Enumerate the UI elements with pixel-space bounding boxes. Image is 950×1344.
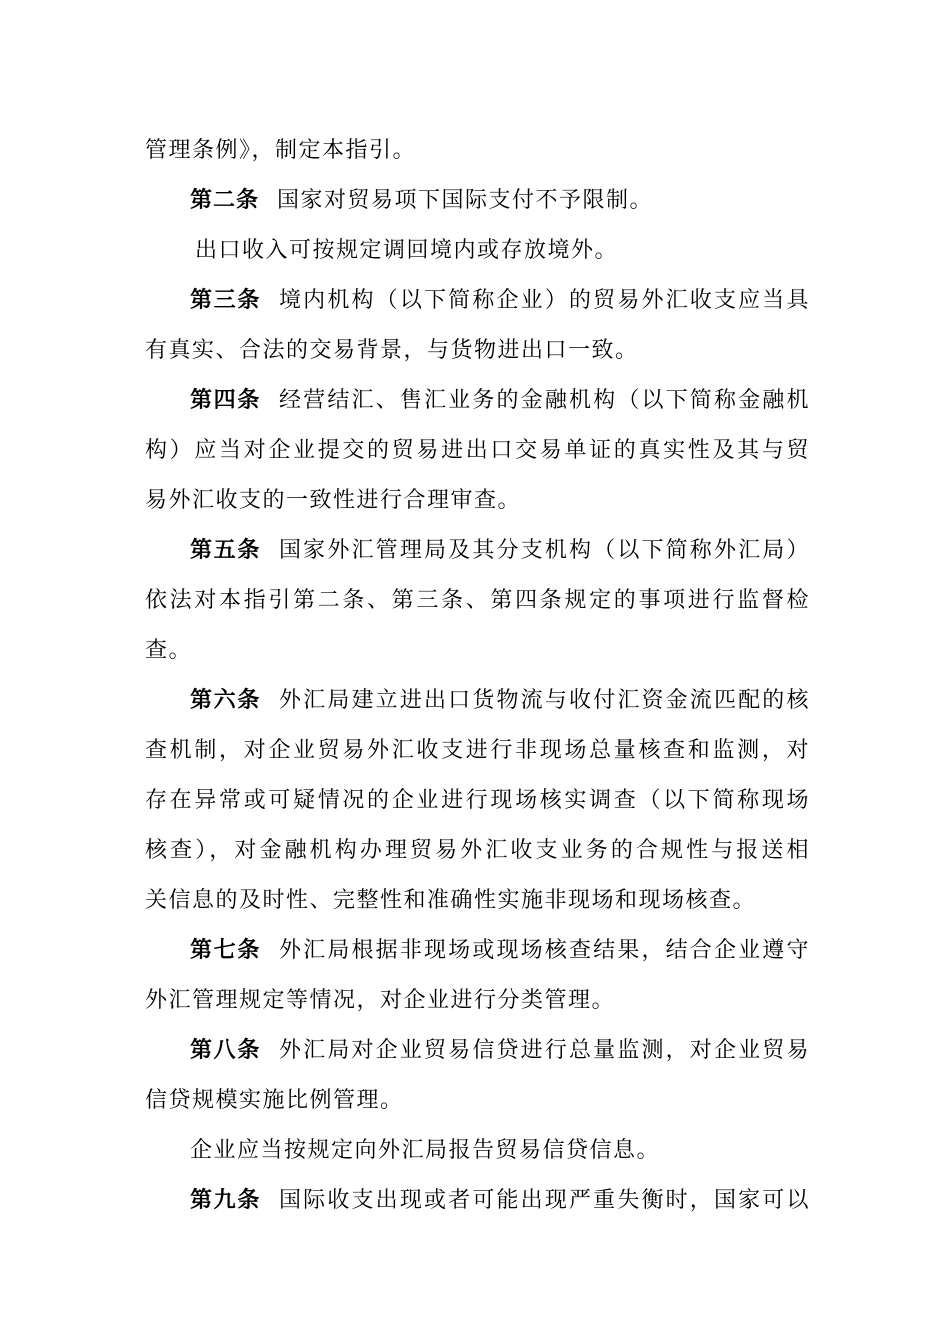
line-text: 依法对本指引第二条、第三条、第四条规定的事项进行监督检 <box>145 588 810 613</box>
article-label: 第四条 <box>190 388 261 413</box>
line-text: 国际收支出现或者可能出现严重失衡时，国家可以 <box>279 1188 810 1213</box>
article-label: 第三条 <box>190 288 261 313</box>
article-label: 第二条 <box>190 188 260 213</box>
paragraph-line <box>145 484 810 518</box>
line-text: 出口收入可按规定调回境内或存放境外。 <box>195 238 619 263</box>
paragraph-line <box>190 1134 810 1168</box>
article-9-heading-line <box>190 1184 810 1218</box>
paragraph-line <box>145 984 810 1018</box>
paragraph-line <box>145 334 810 368</box>
article-label: 第九条 <box>190 1188 261 1213</box>
line-text: 存在异常或可疑情况的企业进行现场核实调查（以下简称现场 <box>145 788 810 813</box>
line-text: 外汇局建立进出口货物流与收付汇资金流匹配的核 <box>279 688 810 713</box>
line-text: 外汇局根据非现场或现场核查结果，结合企业遵守 <box>279 938 810 963</box>
paragraph-line <box>145 834 810 868</box>
paragraph-line <box>145 884 810 918</box>
line-text: 经营结汇、售汇业务的金融机构（以下简称金融机 <box>279 388 810 413</box>
line-text: 外汇局对企业贸易信贷进行总量监测，对企业贸易 <box>279 1038 810 1063</box>
line-text: 国家对贸易项下国际支付不予限制。 <box>277 188 654 213</box>
line-text: 信贷规模实施比例管理。 <box>145 1088 404 1113</box>
line-text: 外汇管理规定等情况，对企业进行分类管理。 <box>145 988 616 1013</box>
paragraph-line <box>145 734 810 768</box>
article-label: 第六条 <box>190 688 261 713</box>
line-text: 企业应当按规定向外汇局报告贸易信贷信息。 <box>190 1138 661 1163</box>
line-text: 查机制，对企业贸易外汇收支进行非现场总量核查和监测，对 <box>145 738 810 763</box>
line-text: 境内机构（以下简称企业）的贸易外汇收支应当具 <box>279 288 810 313</box>
paragraph-line <box>145 784 810 818</box>
article-8-heading-line <box>190 1034 810 1068</box>
paragraph-line <box>145 434 810 468</box>
paragraph-line <box>145 584 810 618</box>
line-text: 国家外汇管理局及其分支机构（以下简称外汇局） <box>279 538 810 563</box>
line-text: 核查），对金融机构办理贸易外汇收支业务的合规性与报送相 <box>145 838 810 863</box>
paragraph-line <box>145 134 810 168</box>
paragraph-line <box>145 1084 810 1118</box>
article-7-heading-line <box>190 934 810 968</box>
line-text: 构）应当对企业提交的贸易进出口交易单证的真实性及其与贸 <box>145 438 810 463</box>
article-6-heading-line <box>190 684 810 718</box>
paragraph-line <box>195 234 810 268</box>
article-3-heading-line <box>190 284 810 318</box>
article-2-heading-line <box>190 184 810 218</box>
article-label: 第七条 <box>190 938 261 963</box>
article-label: 第五条 <box>190 538 261 563</box>
line-text: 查。 <box>145 638 193 663</box>
article-4-heading-line <box>190 384 810 418</box>
line-text: 管理条例》，制定本指引。 <box>145 138 417 163</box>
line-text: 易外汇收支的一致性进行合理审查。 <box>145 488 522 513</box>
line-text: 关信息的及时性、完整性和准确性实施非现场和现场核查。 <box>145 888 757 913</box>
line-text: 有真实、合法的交易背景，与货物进出口一致。 <box>145 338 639 363</box>
article-5-heading-line <box>190 534 810 568</box>
article-label: 第八条 <box>190 1038 261 1063</box>
paragraph-line <box>145 634 810 668</box>
